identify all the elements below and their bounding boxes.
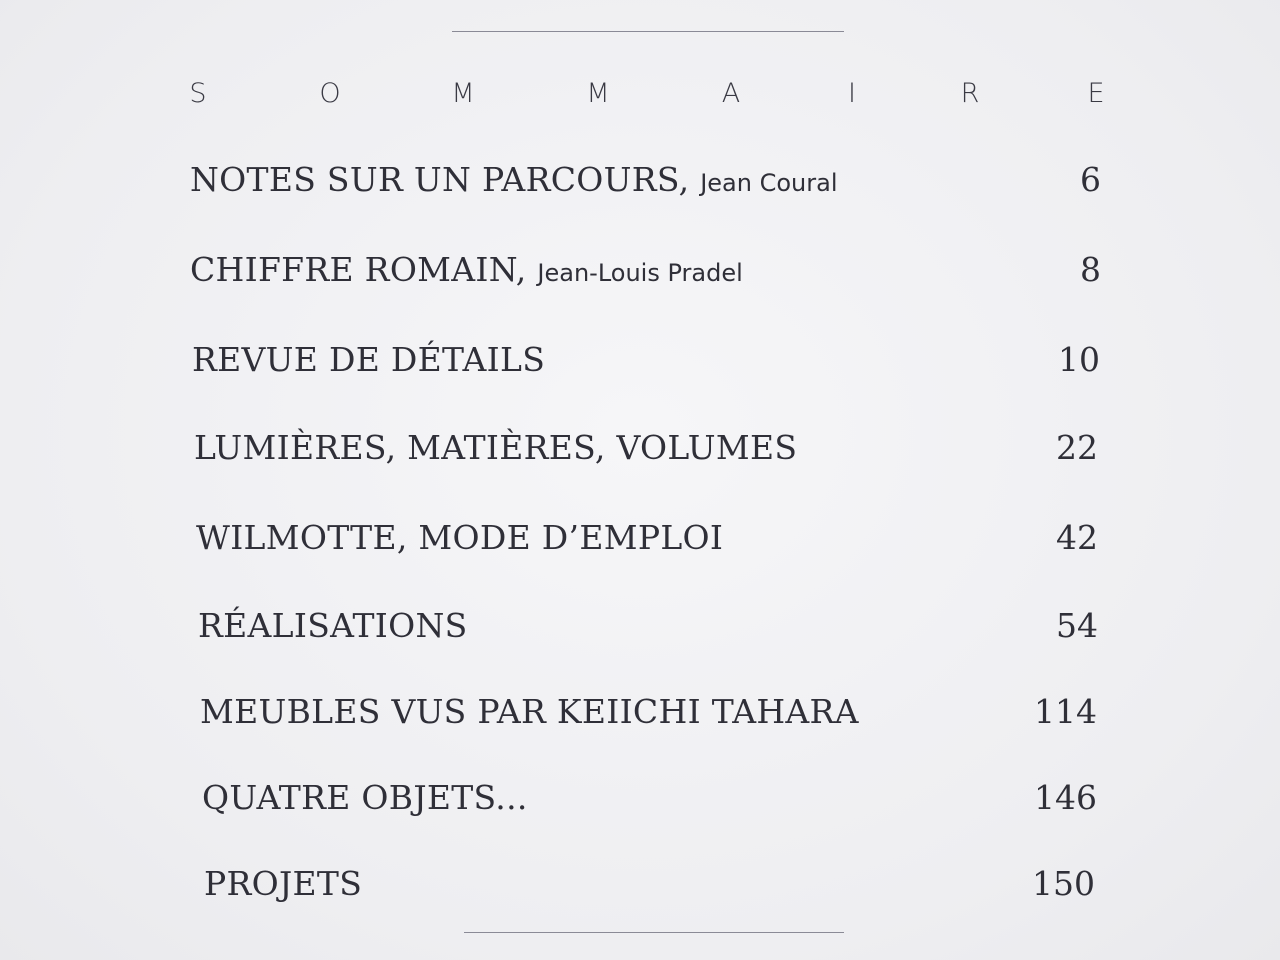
heading-letter: I: [848, 78, 856, 109]
entry-page-number: 22: [1056, 428, 1098, 467]
entry-page-number: 10: [1058, 340, 1100, 379]
entry-title-text: NOTES SUR UN PARCOURS,: [190, 160, 690, 199]
entry-title: [190, 250, 743, 289]
heading-letter: E: [1087, 78, 1105, 109]
toc-entry: [194, 428, 1114, 478]
entry-author: Jean Coural: [700, 169, 838, 197]
heading-letter: M: [586, 78, 610, 109]
entry-title: QUATRE OBJETS...: [202, 778, 528, 817]
toc-entry: [190, 250, 1110, 300]
entry-page-number: 54: [1056, 606, 1098, 645]
toc-heading: [188, 78, 1108, 112]
entry-author: Jean-Louis Pradel: [537, 259, 743, 287]
entry-page-number: 6: [1080, 160, 1101, 199]
heading-letter: R: [960, 78, 980, 109]
entry-title: MEUBLES VUS PAR KEIICHI TAHARA: [200, 692, 859, 731]
toc-entry: [200, 692, 1120, 742]
heading-letter: O: [319, 78, 341, 109]
bottom-rule: [464, 932, 844, 933]
entry-title-text: CHIFFRE ROMAIN,: [190, 250, 527, 289]
heading-letter: M: [451, 78, 475, 109]
entry-page-number: 150: [1032, 864, 1095, 903]
entry-title: RÉALISATIONS: [198, 606, 468, 645]
toc-entry: [202, 778, 1122, 828]
heading-letter: S: [189, 78, 207, 109]
entry-title: PROJETS: [204, 864, 363, 903]
entry-title: [190, 160, 838, 199]
toc-entry: [196, 518, 1116, 568]
toc-entry: [190, 160, 1110, 210]
entry-page-number: 146: [1034, 778, 1097, 817]
toc-entry: [198, 606, 1118, 656]
entry-page-number: 8: [1080, 250, 1101, 289]
toc-entry: [192, 340, 1112, 390]
entry-page-number: 114: [1034, 692, 1097, 731]
entry-title: LUMIÈRES, MATIÈRES, VOLUMES: [194, 428, 798, 467]
entry-title: REVUE DE DÉTAILS: [192, 340, 546, 379]
entry-title: WILMOTTE, MODE D’EMPLOI: [196, 518, 724, 557]
top-rule: [452, 31, 844, 32]
toc-entry: [204, 864, 1124, 914]
heading-letter: A: [721, 78, 741, 109]
entry-page-number: 42: [1056, 518, 1098, 557]
